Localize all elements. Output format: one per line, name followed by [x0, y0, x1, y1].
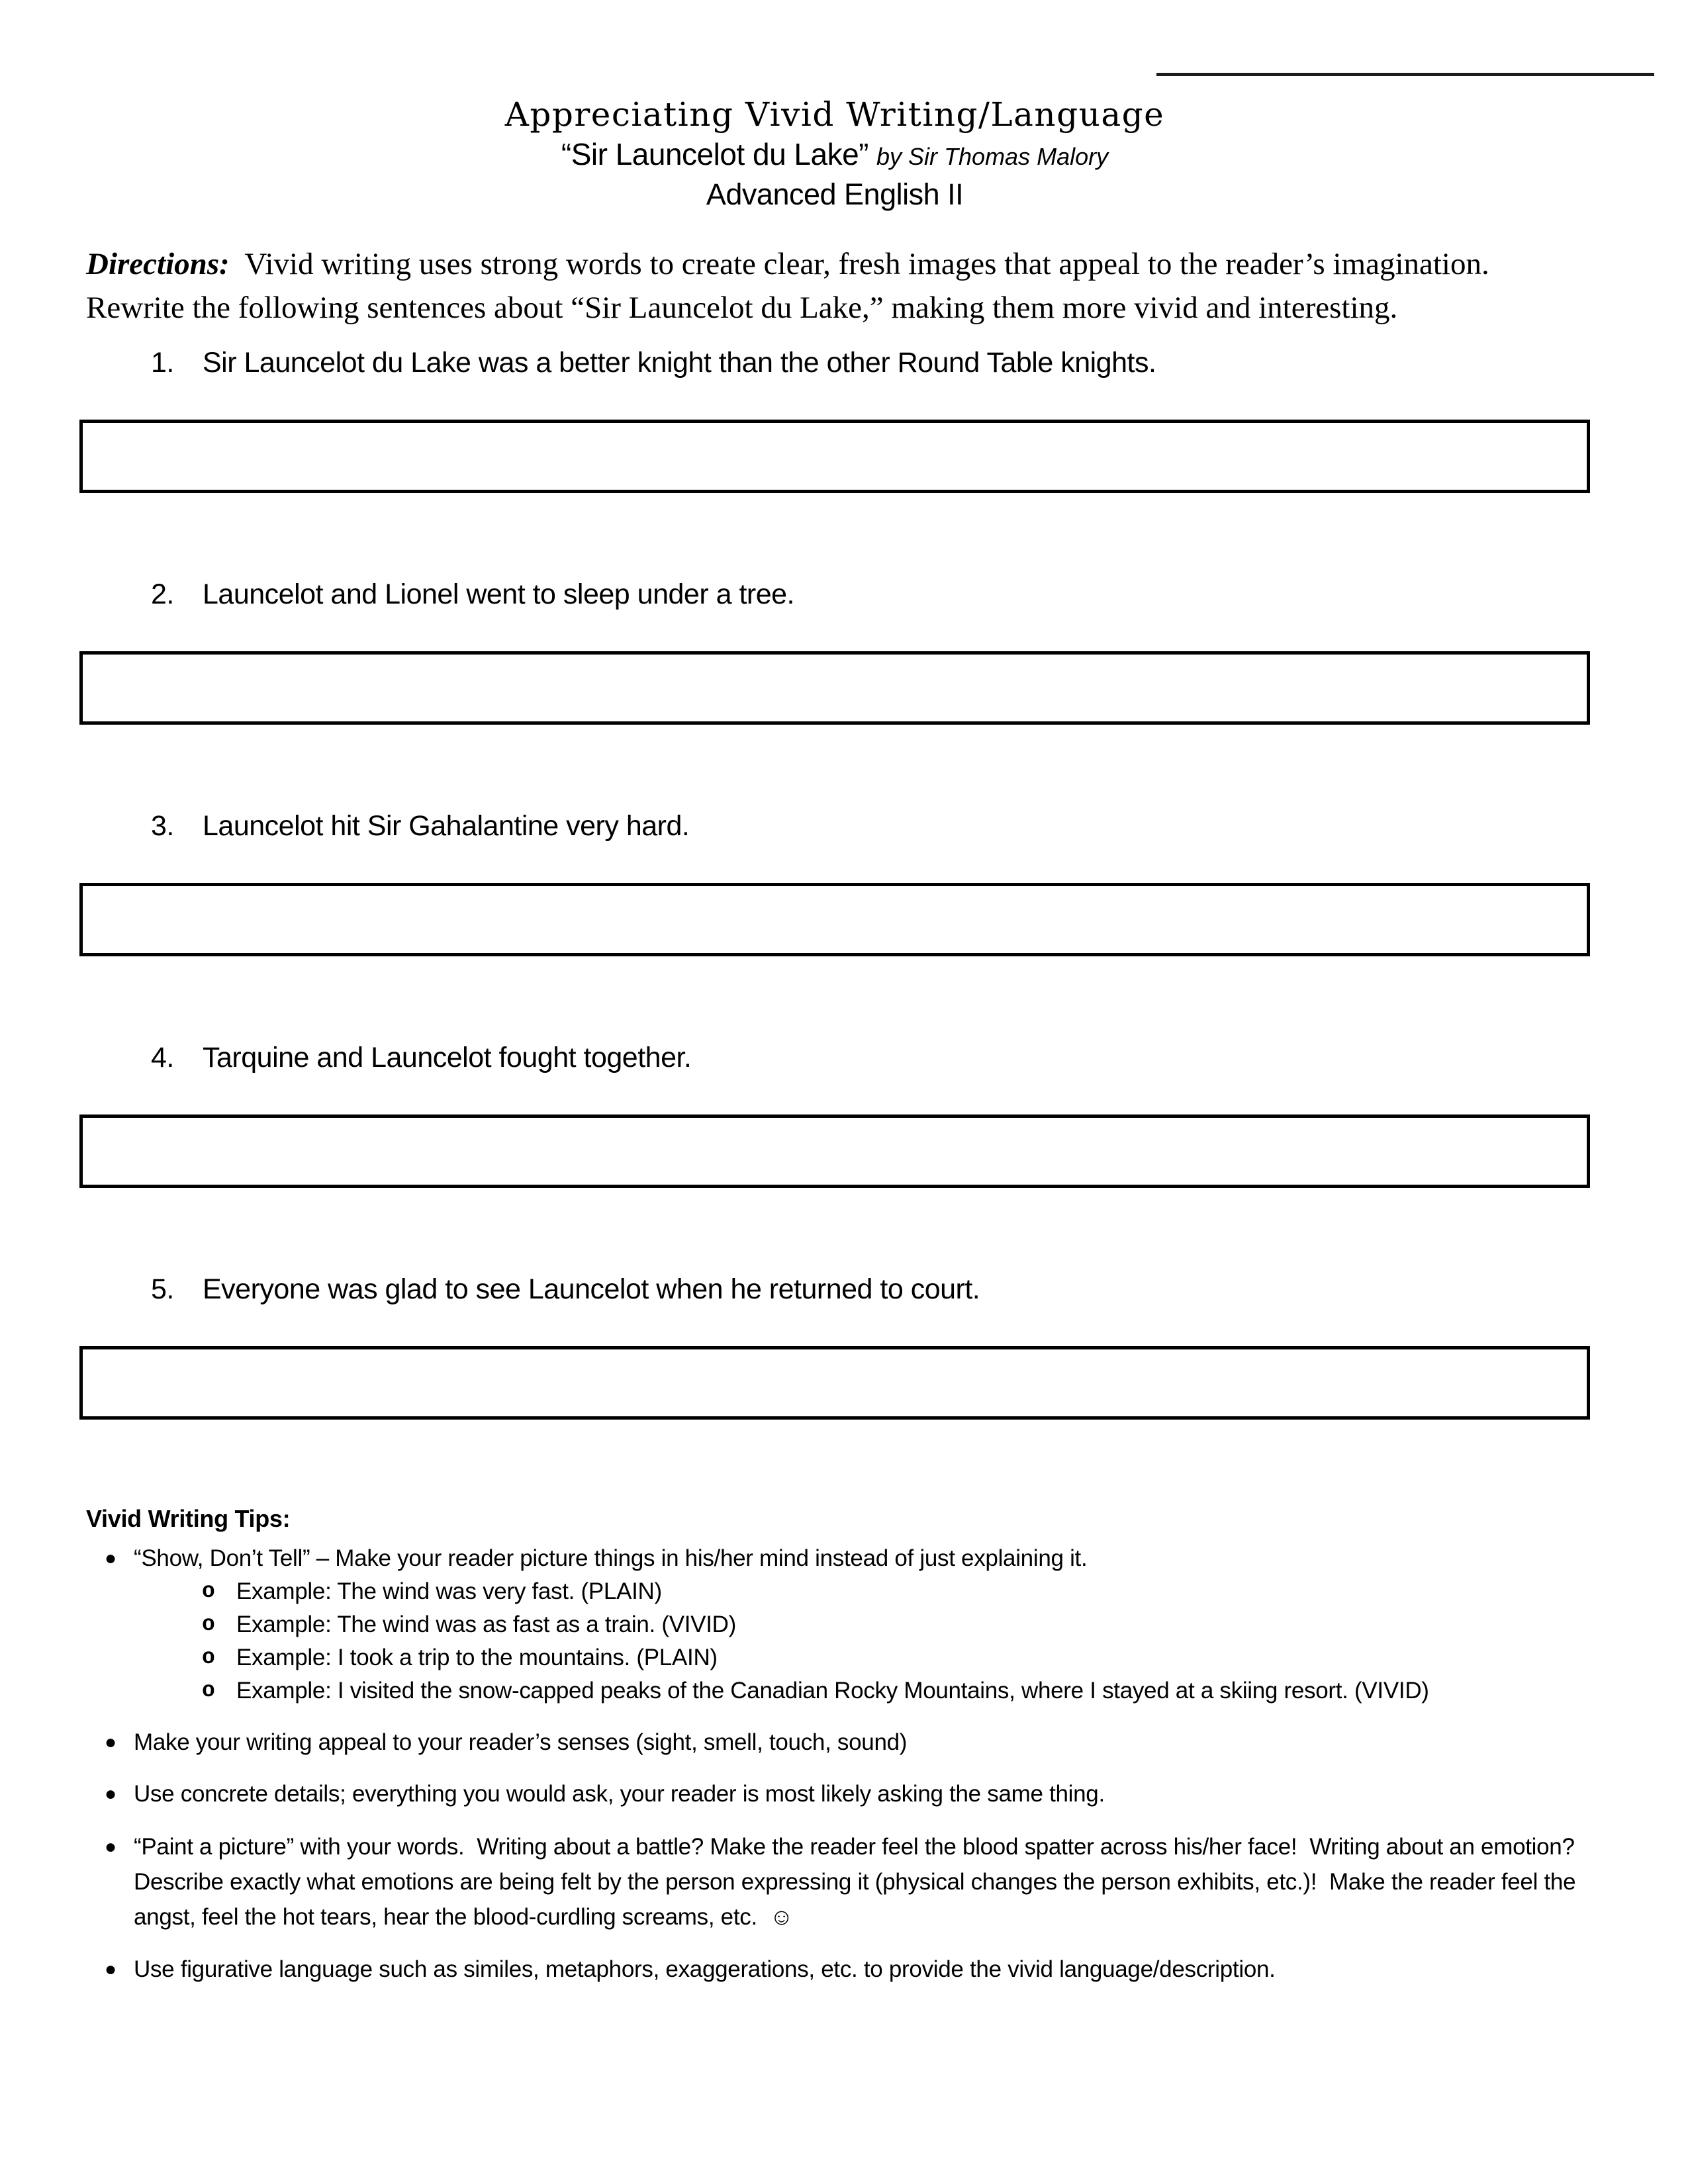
tip-paint-a-picture: [86, 1829, 1590, 1934]
circle-bullet-icon: o: [202, 1612, 215, 1637]
tip-examples-list: [86, 1575, 1590, 1707]
question-2: [151, 576, 1590, 613]
story-title: “Sir Launcelot du Lake”: [561, 137, 869, 171]
question-group-2: [79, 576, 1590, 725]
question-group-5: [79, 1271, 1590, 1420]
question-3: [151, 807, 1590, 844]
question-4: [151, 1039, 1590, 1076]
question-4-text: Tarquine and Launcelot fought together.: [203, 1042, 692, 1073]
answer-box-2[interactable]: [79, 651, 1590, 725]
question-group-1: [79, 344, 1590, 493]
question-group-3: [79, 807, 1590, 956]
question-group-4: [79, 1039, 1590, 1188]
answer-box-1[interactable]: [79, 420, 1590, 493]
question-5-number: 5.: [151, 1273, 174, 1305]
vivid-writing-tips-section: [86, 1502, 1590, 1986]
circle-bullet-icon: o: [202, 1645, 215, 1670]
question-2-text: Launcelot and Lionel went to sleep under a tree.: [203, 578, 794, 610]
example-text: Example: I took a trip to the mountains. (PLAIN): [236, 1645, 718, 1670]
directions-text: Vivid writing uses strong words to create clear, fresh images that appeal to the reader’s imagination. Rewrite the following sentences about “Sir Launcelot du Lake,” making them more vivid and interesting.: [86, 247, 1505, 325]
example-vivid-wind: [86, 1608, 1590, 1641]
circle-bullet-icon: o: [202, 1579, 215, 1604]
question-2-number: 2.: [151, 578, 174, 610]
page-content: [0, 94, 1688, 1986]
example-plain-wind: [86, 1575, 1590, 1608]
tip-text: Make your writing appeal to your reader’s senses (sight, smell, touch, sound): [134, 1729, 908, 1755]
tips-heading: Vivid Writing Tips:: [86, 1505, 291, 1532]
question-3-text: Launcelot hit Sir Gahalantine very hard.: [203, 810, 690, 842]
example-vivid-trip: [86, 1674, 1590, 1707]
story-title-line: [79, 135, 1590, 176]
question-list: [79, 344, 1590, 1420]
tip-concrete-details: [86, 1778, 1590, 1811]
student-name-blank-line: [1156, 73, 1654, 76]
answer-box-5[interactable]: [79, 1346, 1590, 1420]
worksheet-header: [79, 94, 1590, 213]
answer-box-3[interactable]: [79, 883, 1590, 956]
directions-label: Directions:: [86, 247, 230, 281]
story-author: by Sir Thomas Malory: [876, 143, 1109, 170]
example-plain-trip: [86, 1641, 1590, 1674]
example-text: Example: The wind was very fast. (PLAIN): [236, 1578, 662, 1604]
question-3-number: 3.: [151, 810, 174, 842]
example-text: Example: The wind was as fast as a train. (VIVID): [236, 1612, 736, 1637]
tip-text: “Show, Don’t Tell” – Make your reader picture things in his/her mind instead of just explaining it.: [134, 1545, 1088, 1571]
question-5: [151, 1271, 1590, 1308]
bullet-icon: ●: [105, 1958, 117, 1980]
question-5-text: Everyone was glad to see Launcelot when he returned to court.: [203, 1273, 980, 1305]
directions-paragraph: [86, 242, 1590, 330]
circle-bullet-icon: o: [202, 1678, 215, 1703]
question-4-number: 4.: [151, 1042, 174, 1073]
answer-box-4[interactable]: [79, 1115, 1590, 1188]
bullet-icon: ●: [105, 1783, 117, 1805]
question-1-number: 1.: [151, 347, 174, 379]
tip-show-dont-tell: [86, 1542, 1590, 1575]
tip-text: “Paint a picture” with your words. Writing about a battle? Make the reader feel the blood spatter across his/her face! Writing about an emotion? Describe exactly what emotions are being felt by the person expressing it (physical changes the person exhibits, etc.)! Make the reader feel the angst, feel the hot tears, hear the blood-curdling screams, etc. ☺: [134, 1834, 1587, 1930]
tip-text: Use concrete details; everything you would ask, your reader is most likely asking the same thing.: [134, 1781, 1105, 1807]
page-title: Appreciating Vivid Writing/Language: [504, 95, 1165, 134]
example-text: Example: I visited the snow-capped peaks of the Canadian Rocky Mountains, where I stayed at a skiing resort. (VIVID): [236, 1678, 1429, 1704]
question-1-text: Sir Launcelot du Lake was a better knight than the other Round Table knights.: [203, 347, 1156, 379]
course-name: Advanced English II: [706, 177, 964, 211]
bullet-icon: ●: [105, 1547, 117, 1569]
tip-senses: [86, 1726, 1590, 1759]
bullet-icon: ●: [105, 1836, 117, 1858]
tip-text: Use figurative language such as similes, metaphors, exaggerations, etc. to provide the vivid language/description.: [134, 1956, 1276, 1982]
bullet-icon: ●: [105, 1731, 117, 1753]
question-1: [151, 344, 1590, 381]
tip-figurative-language: [86, 1953, 1590, 1986]
